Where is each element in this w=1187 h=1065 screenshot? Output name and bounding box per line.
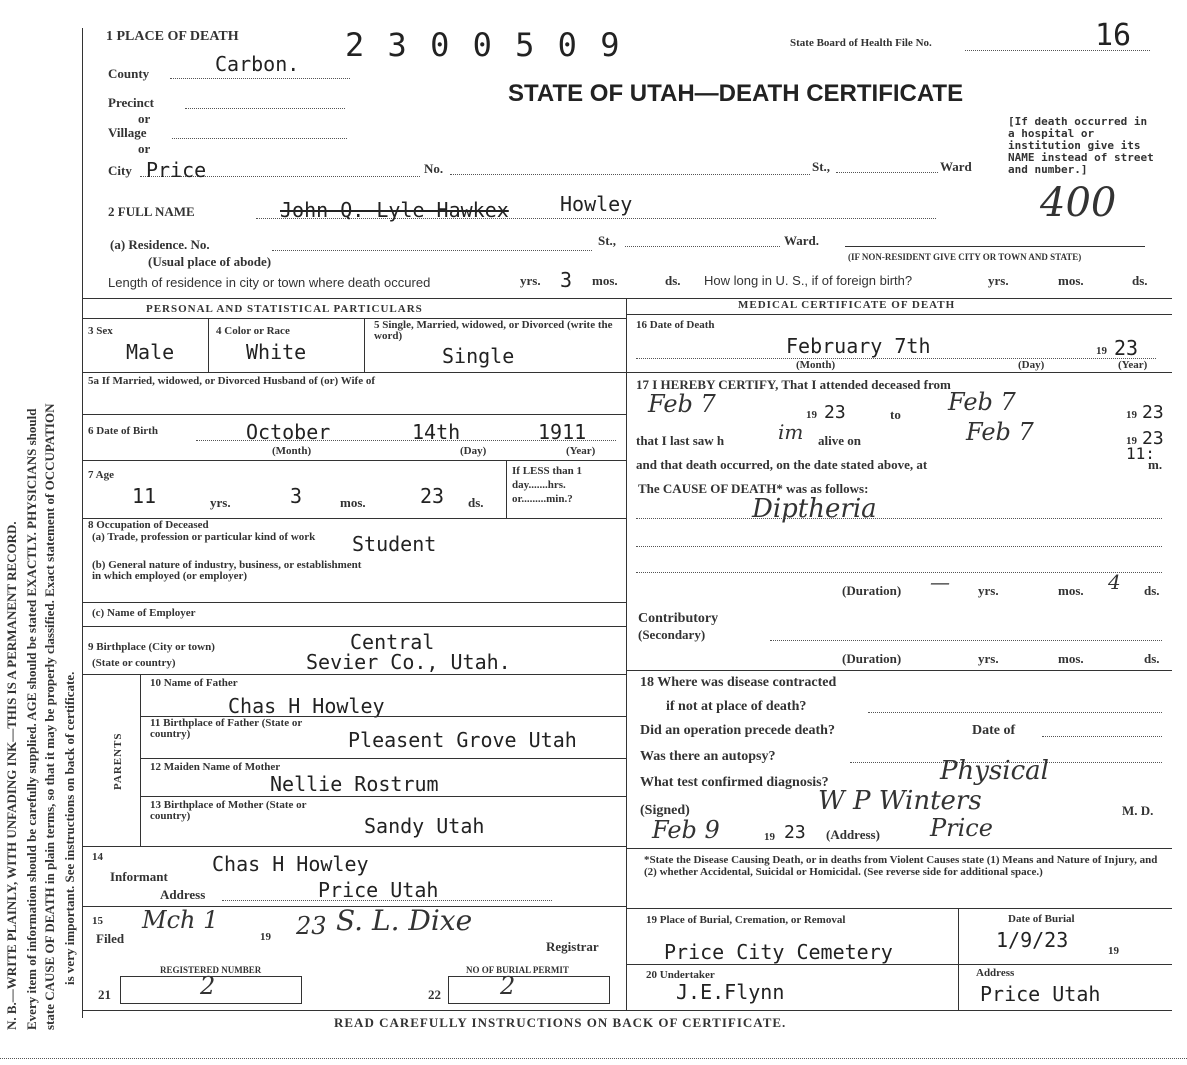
- burial-permit-no: 22: [428, 987, 441, 1002]
- res-mos-label: mos.: [592, 273, 618, 288]
- us-mos-label: mos.: [1058, 273, 1084, 288]
- dob-day: 14th: [412, 420, 461, 444]
- res-yrs-label: yrs.: [520, 273, 541, 288]
- age-ds: 23: [420, 484, 445, 508]
- mother-name: Nellie Rostrum: [270, 772, 439, 796]
- precinct-label: Precinct: [108, 95, 154, 110]
- employer-label: (c) Name of Employer: [92, 607, 196, 619]
- registered-number-no: 21: [98, 987, 111, 1002]
- father-birthplace: Pleasent Grove Utah: [348, 728, 577, 752]
- burial-date-label: Date of Burial: [1008, 913, 1075, 925]
- county-value: Carbon.: [215, 52, 300, 76]
- personal-section-title: PERSONAL AND STATISTICAL PARTICULARS: [146, 303, 423, 315]
- duration-yrs: —: [930, 570, 950, 594]
- or-label-2: or: [138, 141, 151, 156]
- us-ds-label: ds.: [1132, 273, 1148, 288]
- age-mos-label: mos.: [340, 495, 366, 510]
- burial-label: 19 Place of Burial, Cremation, or Removal: [646, 914, 846, 926]
- margin-note-4: is very important. See instructions on back of certificate.: [62, 671, 77, 985]
- registered-number-value: 2: [200, 972, 216, 1000]
- physician-signature: W P Winters: [818, 786, 982, 816]
- sex-label: 3 Sex: [88, 325, 113, 337]
- death-month-caption: (Month): [796, 359, 836, 371]
- from-19: 19: [806, 409, 817, 421]
- alive-on-label: alive on: [818, 433, 861, 448]
- informant-name: Chas H Howley: [212, 852, 369, 876]
- dob-month: October: [246, 420, 331, 444]
- cause-of-death: Diptheria: [752, 494, 877, 524]
- autopsy-label: Was there an autopsy?: [640, 749, 776, 764]
- age-yrs: 11: [132, 484, 157, 508]
- birthplace-city: Central: [350, 630, 435, 654]
- dob-year-caption: (Year): [566, 445, 596, 457]
- less-than-day-label: If LESS than 1 day.......hrs. or.........min.?: [512, 465, 583, 505]
- age-yrs-label: yrs.: [210, 495, 231, 510]
- q18b-label: if not at place of death?: [666, 699, 807, 714]
- registrar-signature: S. L. Dixe: [336, 904, 473, 937]
- to-19: 19: [1126, 409, 1137, 421]
- age-mos: 3: [290, 484, 303, 508]
- filed-year: 23: [296, 912, 327, 940]
- signed-date: Feb 9: [652, 816, 720, 844]
- attended-from: Feb 7: [648, 390, 716, 418]
- filed-number: 15: [92, 915, 103, 927]
- left-border: [82, 28, 83, 1018]
- death-time: 11:: [1126, 444, 1155, 463]
- dob-year: 1911: [538, 420, 587, 444]
- res-yrs-value: 3: [560, 268, 573, 292]
- signed-19: 19: [764, 831, 775, 843]
- marital-value: Single: [442, 344, 515, 368]
- filed-19: 19: [260, 931, 271, 943]
- informant-address: Price Utah: [318, 878, 439, 902]
- death-day-caption: (Day): [1018, 359, 1045, 371]
- occurred-label: and that death occurred, on the date stated above, at: [636, 457, 928, 472]
- surname-value: Howley: [560, 192, 633, 216]
- duration-ds: 4: [1108, 570, 1121, 594]
- occupation-a-label: (a) Trade, profession or particular kind of work: [92, 531, 316, 543]
- full-name-value: John Q. Lyle Hawkex: [280, 198, 509, 222]
- attended-to: Feb 7: [948, 388, 1016, 416]
- burial-date-19: 19: [1108, 945, 1119, 957]
- file-no-label: State Board of Health File No.: [790, 37, 932, 49]
- margin-note-1: N. B.—WRITE PLAINLY, WITH UNFADING INK—THIS IS A PERMANENT RECORD.: [4, 521, 19, 1030]
- duration-ds-label: ds.: [1144, 583, 1160, 598]
- city-value: Price: [146, 158, 207, 182]
- village-label: Village: [108, 125, 147, 140]
- father-birthplace-label: 11 Birthplace of Father (State or country): [150, 717, 303, 740]
- certify-label: 17 I HEREBY CERTIFY, That I attended deceased from: [636, 377, 951, 392]
- full-name-label: 2 FULL NAME: [108, 204, 195, 219]
- ward-label: Ward: [940, 159, 972, 174]
- residence-ward-label: Ward.: [784, 233, 820, 248]
- residence-label: (a) Residence. No.: [110, 237, 210, 252]
- contributory-label: Contributory: [638, 611, 719, 626]
- center-divider: [626, 298, 627, 1010]
- or-label-1: or: [138, 111, 151, 126]
- race-value: White: [246, 340, 307, 364]
- registrar-label: Registrar: [546, 939, 599, 954]
- duration-mos-label: mos.: [1058, 583, 1084, 598]
- sex-value: Male: [126, 340, 175, 364]
- contrib-ds-label: ds.: [1144, 651, 1160, 666]
- duration-yrs-label: yrs.: [978, 583, 999, 598]
- certificate-title: STATE OF UTAH—DEATH CERTIFICATE: [508, 80, 964, 107]
- md-label: M. D.: [1122, 803, 1154, 818]
- header-divider: [82, 298, 1172, 299]
- contrib-duration-label: (Duration): [842, 651, 902, 666]
- from-year: 23: [824, 402, 846, 423]
- burial-permit-box: [448, 976, 610, 1004]
- informant-label: Informant: [110, 869, 168, 884]
- informant-number: 14: [92, 851, 103, 863]
- handwritten-number: 400: [1040, 180, 1117, 226]
- father-label: 10 Name of Father: [150, 677, 238, 689]
- contrib-yrs-label: yrs.: [978, 651, 999, 666]
- last-saw-pronoun: im: [778, 420, 804, 444]
- birthplace-state-label: (State or country): [92, 657, 176, 669]
- father-name: Chas H Howley: [228, 694, 385, 718]
- marital-label: 5 Single, Married, widowed, or Divorced (write the word): [374, 319, 613, 342]
- footer-instructions: READ CAREFULLY INSTRUCTIONS ON BACK OF CERTIFICATE.: [334, 1015, 787, 1030]
- length-residence-label: Length of residence in city or town where death occured: [108, 275, 431, 290]
- occupation-value: Student: [352, 532, 437, 556]
- cause-footnote: *State the Disease Causing Death, or in deaths from Violent Causes state (1) Means and Nature of Injury, and (2) whether Accidental, Suicidal or Homicidal. (See reverse side for additional space.): [644, 854, 1158, 878]
- certificate-number: 2 3 0 0 5 0 9: [345, 26, 622, 64]
- undertaker-address-label: Address: [976, 967, 1015, 979]
- filed-date-handwritten: Mch 1: [142, 906, 219, 934]
- bottom-border: [82, 1010, 1172, 1011]
- st-label: St.,: [812, 159, 831, 174]
- death-date-value: February 7th: [786, 334, 931, 358]
- burial-date: 1/9/23: [996, 928, 1069, 952]
- filed-label: Filed: [96, 931, 125, 946]
- medical-section-title: MEDICAL CERTIFICATE OF DEATH: [738, 299, 956, 311]
- informant-address-label: Address: [160, 887, 206, 902]
- county-label: County: [108, 66, 150, 81]
- age-label: 7 Age: [88, 469, 114, 481]
- us-yrs-label: yrs.: [988, 273, 1009, 288]
- undertaker-address: Price Utah: [980, 982, 1101, 1006]
- to-label: to: [890, 407, 901, 422]
- undertaker-name: J.E.Flynn: [676, 980, 785, 1004]
- burial-permit-label: NO OF BURIAL PERMIT: [466, 965, 569, 975]
- secondary-label: (Secondary): [638, 627, 706, 642]
- dob-month-caption: (Month): [272, 445, 312, 457]
- race-label: 4 Color or Race: [216, 325, 290, 337]
- signed-label: (Signed): [640, 803, 690, 818]
- birthplace-state: Sevier Co., Utah.: [306, 650, 511, 674]
- parents-label: PARENTS: [112, 732, 124, 790]
- signed-address: Price: [930, 814, 993, 842]
- contrib-mos-label: mos.: [1058, 651, 1084, 666]
- occupation-label: 8 Occupation of Deceased: [88, 519, 209, 531]
- us-residence-label: How long in U. S., if of foreign birth?: [704, 273, 913, 288]
- cause-label: The CAUSE OF DEATH* was as follows:: [638, 481, 869, 496]
- page-edge: [0, 1058, 1187, 1059]
- mother-birthplace: Sandy Utah: [364, 814, 485, 838]
- death-year-caption: (Year): [1118, 359, 1148, 371]
- file-number: 16: [1095, 18, 1132, 53]
- alive-year: 23: [1142, 428, 1164, 449]
- res-ds-label: ds.: [665, 273, 681, 288]
- age-ds-label: ds.: [468, 495, 484, 510]
- hospital-note: [If death occurred in a hospital or institution give its NAME instead of street and number.]: [1008, 115, 1154, 176]
- alive-on-date: Feb 7: [966, 418, 1034, 446]
- operation-label: Did an operation precede death?: [640, 723, 835, 738]
- death-year: 23: [1114, 336, 1139, 360]
- last-saw-label: that I last saw h: [636, 433, 725, 448]
- signed-address-label: (Address): [826, 827, 880, 842]
- m-label: m.: [1148, 457, 1163, 472]
- birthplace-label: 9 Birthplace (City or town): [88, 641, 215, 653]
- q18-label: 18 Where was disease contracted: [640, 675, 837, 690]
- margin-note-2: Every item of information should be carefully supplied. AGE should be stated EXACTLY. PHYSICIANS should: [24, 408, 39, 1030]
- city-label: City: [108, 163, 132, 178]
- duration-label: (Duration): [842, 583, 902, 598]
- mother-birthplace-label: 13 Birthplace of Mother (State or country): [150, 799, 307, 822]
- to-year: 23: [1142, 402, 1164, 423]
- dob-label: 6 Date of Birth: [88, 425, 158, 437]
- occupation-b-label: (b) General nature of industry, business, or establishment in which employed (or employer): [92, 559, 362, 582]
- residence-st-label: St.,: [598, 233, 617, 248]
- test-value: Physical: [940, 756, 1049, 786]
- death-date-label: 16 Date of Death: [636, 319, 715, 331]
- burial-place: Price City Cemetery: [664, 940, 893, 964]
- registered-number-label: REGISTERED NUMBER: [160, 965, 262, 975]
- nonresident-note: (IF NON-RESIDENT GIVE CITY OR TOWN AND STATE): [848, 252, 1082, 262]
- undertaker-label: 20 Undertaker: [646, 969, 715, 981]
- alive-19: 19: [1126, 435, 1137, 447]
- dob-day-caption: (Day): [460, 445, 487, 457]
- no-label: No.: [424, 161, 444, 176]
- place-of-death-label: 1 PLACE OF DEATH: [106, 29, 239, 44]
- signed-year: 23: [784, 822, 806, 843]
- operation-date-label: Date of: [972, 723, 1016, 738]
- death-year-19: 19: [1096, 345, 1107, 357]
- test-label: What test confirmed diagnosis?: [640, 775, 829, 790]
- margin-note-3: state CAUSE OF DEATH in plain terms, so that it may be properly classified. Exact statement of OCCUPATION: [42, 403, 57, 1030]
- mother-label: 12 Maiden Name of Mother: [150, 761, 281, 773]
- spouse-label: 5a If Married, widowed, or Divorced Husband of (or) Wife of: [88, 375, 376, 387]
- usual-abode-label: (Usual place of abode): [148, 254, 272, 269]
- burial-permit-value: 2: [500, 972, 516, 1000]
